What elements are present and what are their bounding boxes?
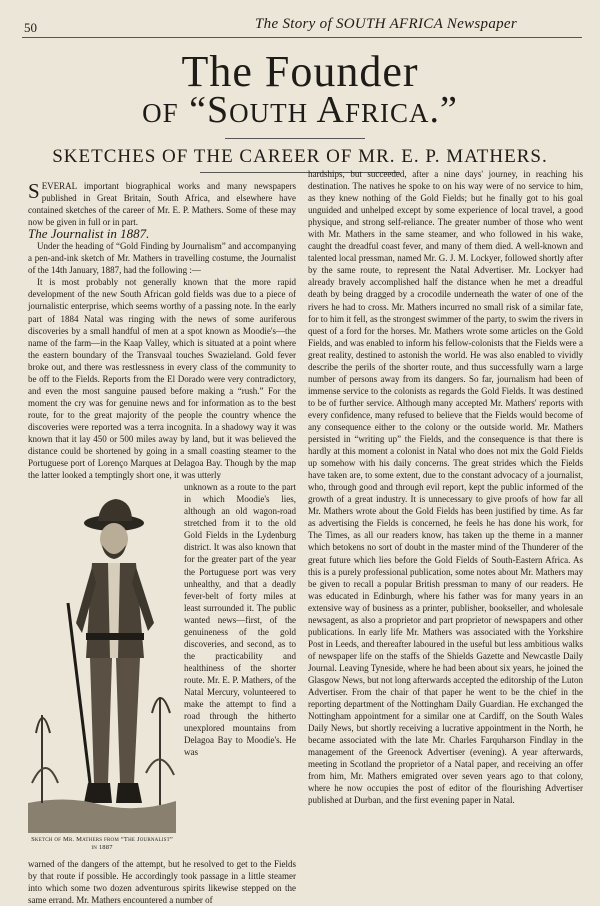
left-column	[28, 180, 296, 906]
page-number: 50	[24, 20, 37, 35]
mathers-sketch-image	[28, 483, 176, 833]
running-title: The Story of SOUTH AFRICA Newspaper	[255, 16, 518, 32]
section-paragraph-2: It is most probably not generally known that the more rapid development of the new South African gold fields was due to a piece of journalistic enterprise, which seems worthy of a passing note. In the early part of 1884 Natal was ringing with the news of some auriferous discoveries by a small handful of men at a spot known as Moodie's—the name of the farm—in the Kaap Valley, which is situated at a point where the eastern boundary of the Transvaal touches Swazieland. Gold fever broke out, and there was restlessness in every class of the community to be off to the Fields. Reports from the El Dorado were very contradictory, and even the most sanguine paused before making a “rush.” For the moment the cry was for genuine news and for information as to the best route, for to the great majority of the people the country whence the discoveries were reported was a terra incognita. In a shadowy way it was known that it lay 450 or 500 miles away by land, but it was believed the distance could be shortened by going in a small coasting steamer to the Portuguese port of Lorenço Marques at Delagoa Bay. Though by the map the latter looked a temptingly short one, it was utterly	[28, 277, 296, 481]
title-line-1: The Founder	[181, 47, 419, 96]
subtitle: SKETCHES OF THE CAREER OF MR. E. P. MATHERS.	[52, 146, 548, 167]
intro-text: EVERAL important biographical works and many newspapers published in Great Britain, South Africa, and elsewhere have contained sketches of the career of Mr. E. P. Mathers. Some of these may now be given in full or in part.	[28, 181, 296, 228]
title-line-2: of “South Africa.”	[142, 89, 458, 131]
drop-cap: S	[28, 179, 40, 203]
title-rule	[225, 138, 365, 139]
section-paragraph-1: Under the heading of “Gold Finding by Journalism” and accompanying a pen-and-ink sketch of Mr. Mathers in travelling costume, the Journalist of the 14th January, 1887, had the following :—	[28, 241, 296, 276]
illustration	[28, 483, 176, 856]
section-heading: The Journalist in 1887.	[28, 226, 150, 242]
header-rule	[22, 37, 582, 38]
illustration-caption: Sketch of Mr. Mathers from “The Journalist” in 1887	[31, 836, 173, 852]
section-paragraph-2-wrap: unknown as a route to the part in which Moodie's lies, although an old wagon-road stretched from it to the old Gold Fields in the Lydenburg district. It was also known that for the greater part of the year the Portuguese port was very unhealthy, and that a deadly fever-belt of forty miles at least surrounded it. The public wanted news—first, of the genuineness of the gold discoveries, and second, as to the practicability and healthiness of the shorter route. Mr. E. P. Mathers, of the Natal Mercury, volunteered to make the attempt to find a road through the hitherto unexplored mountains from Delagoa Bay to Moodie's. He was	[184, 482, 296, 758]
right-column	[308, 168, 583, 806]
intro-paragraph	[28, 180, 296, 228]
right-paragraph: hardships, but succeeded, after a nine days' journey, in reaching his destination. The natives he spoke to on his way were of no service to him, as they knew nothing of the Gold Fields; but he finally got to his goal unguided and unhelped except by some experience of local travel, a good physique, and strong self-reliance. The greater number of those who went with Mr. Mathers in the same steamer, and who followed in his wake, caught the dreadful coast fever, and many of them died. A well-known and talented local pressman, named Mr. G. J. M. Lockyer, followed shortly after by the same route, to represent the Natal Advertiser. Mr. Lockyer had already bravely accomplished half the distance when he met a dreadful death by being dragged by a crocodile underneath the water of one of the rivers he had to cross. Mr. Mathers incurred no small risk of a similar fate, for to him it fell, as the strongest swimmer of the party, to swim the rivers in quest of a ford for the horses. Mr. Mathers wrote some articles on the Gold Fields, and was enabled to inform his fellow-colonists that the Fields were a great reality, destined to astonish the world. He was also enabled to vividly describe the perils of the shorter route, and thus successfully warn a large number of persons away from its dangers. So far, journalism had been of immense service to the colonists as regards the Gold Fields. It was destined to be of further service. Although many accepted Mr. Mathers' reports with every confidence, many refused to believe that the Fields would become of any consequence either to the colony or the outside world. Mr. Mathers persisted in “writing up” the Fields, and the consequence is that there is hardly at this moment a colonist in Natal who does not mix the Gold Fields up somehow with his daily concerns. The great strides which the Fields have taken are, to some extent, due to the constant advocacy of a journalist, who, through good and through evil report, kept the public informed of the growth of a great industry. It is unnecessary to give proofs of how far all Mr. Mathers wrote about the Gold Fields has been justified by time. As far as advertising the Fields is concerned, he feels he has done his work, for The Times, as all our readers know, has taken up the theme in a manner which betokens no sort of doubt in the master mind of the Thunderer of the great future which lies before the Gold Fields of South-Eastern Africa. As this is a purely professional publication, some notes about Mr. Mathers may be given to recall a popular British pressman to many of our readers. He was educated in Edinburgh, where his father was for many years in an extensive way of business as a printer, publisher, bookseller, and wholesale newsagent, as also a proprietor and part proprietor of newspapers and other publications. In early life Mr. Mathers was associated with the Yorkshire Post in Leeds, and thereafter laboured in the useful but less ambitious walks of newspaper life on the staffs of the Shields Gazette and Newcastle Daily Journal. Leaving Tyneside, where he had been about six years, he joined the Glasgow News, but not long afterwards accepted the editorship of the Luton Advertiser. From the chair of that paper he went to be the chief in the reporting department of the Nottingham Daily Guardian. He exchanged the Nottingham appointment for a similar one at Cardiff, on the South Wales Daily News, but shortly receiving a lucrative appointment in the North, he became associated with the late Mr. Charles Farquharson Findlay in the management of the Greenock Advertiser (evening). A year afterwards, meeting in Scotland the proprietor of a Natal paper, and receiving an offer from him, Mr. Mathers emigrated over seven years ago to that colony, where he now occupies the post of editor of the flourishing Advertiser published at Durban, and the first evening paper in Natal.	[308, 169, 583, 806]
section-paragraph-2-end: warned of the dangers of the attempt, but he resolved to get to the Fields by that route if possible. He accordingly took passage in a little steamer into which some two dozen adventurous spirits likewise stepped on the same errand. Mr. Mathers encountered a number of	[28, 859, 296, 906]
